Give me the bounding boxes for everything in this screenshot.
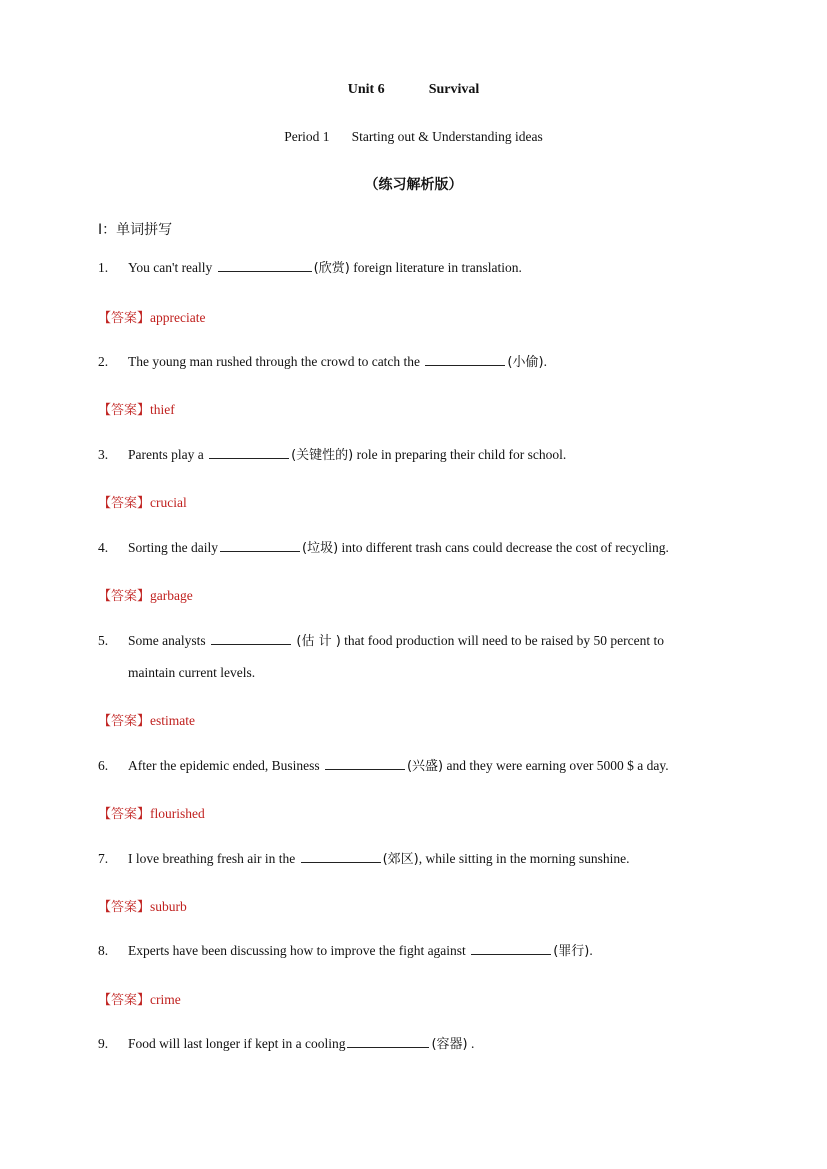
answer-text: suburb <box>150 899 187 914</box>
answer-blank <box>425 351 505 366</box>
answer-tag: 【答案】 <box>98 807 151 822</box>
answer-tag: 【答案】 <box>98 403 151 418</box>
question-5-continuation <box>98 657 738 689</box>
question-text: and they were earning over 5000 $ a day. <box>443 758 669 773</box>
question-text: , while sitting in the morning sunshine. <box>418 851 630 866</box>
question-text: After the epidemic ended, Business <box>128 758 323 773</box>
question-number: 3. <box>98 447 109 462</box>
answer-6 <box>98 803 205 822</box>
question-8 <box>98 935 738 968</box>
answer-tag: 【答案】 <box>98 311 151 326</box>
question-number: 2. <box>98 354 109 369</box>
answer-blank <box>220 537 300 552</box>
question-text: I love breathing fresh air in the <box>128 851 299 866</box>
question-7 <box>98 843 738 876</box>
chinese-hint: (垃圾) <box>302 541 339 556</box>
chinese-hint: (罪行) <box>553 944 590 959</box>
question-1 <box>98 252 738 285</box>
section-heading: I：单词拼写 <box>98 222 173 238</box>
chinese-hint: (郊区) <box>382 852 419 867</box>
answer-3 <box>98 492 187 511</box>
unit-name: Survival <box>428 82 480 97</box>
answer-blank <box>347 1033 429 1048</box>
chinese-hint: (兴盛) <box>406 759 444 774</box>
answer-text: crime <box>150 992 181 1007</box>
answer-blank <box>471 940 551 955</box>
answer-tag: 【答案】 <box>98 900 151 915</box>
answer-text: flourished <box>150 806 205 821</box>
question-number: 1. <box>98 260 109 275</box>
chinese-hint: (容器) <box>431 1037 468 1052</box>
answer-blank <box>301 848 381 863</box>
question-5 <box>98 625 738 658</box>
chinese-hint: (小偷) <box>507 355 544 370</box>
answer-2 <box>98 399 175 418</box>
answer-tag: 【答案】 <box>98 589 151 604</box>
answer-blank <box>211 630 291 645</box>
period-title <box>0 129 827 145</box>
chinese-hint: (估 计 ) <box>296 634 341 649</box>
question-text: You can't really <box>128 260 216 275</box>
question-text: Parents play a <box>128 447 208 462</box>
question-6 <box>98 750 738 783</box>
question-text: into different trash cans could decrease the cost of recycling. <box>338 540 669 555</box>
answer-blank <box>209 444 289 459</box>
question-number: 5. <box>98 633 109 648</box>
question-text: that food production will need to be raised by 50 percent to <box>340 633 664 648</box>
answer-blank <box>218 257 312 272</box>
question-2 <box>98 346 738 379</box>
answer-8 <box>98 989 181 1008</box>
question-text: The young man rushed through the crowd to catch the <box>128 354 424 369</box>
question-text: . <box>543 354 547 369</box>
question-number: 7. <box>98 851 109 866</box>
answer-7 <box>98 896 187 915</box>
question-4 <box>98 532 738 565</box>
period-name: Starting out & Understanding ideas <box>351 129 543 144</box>
question-9 <box>98 1028 738 1061</box>
question-3 <box>98 439 738 472</box>
unit-number: Unit 6 <box>347 82 385 97</box>
answer-text: crucial <box>150 495 187 510</box>
question-text: Experts have been discussing how to improve the fight against <box>128 943 470 958</box>
question-number: 6. <box>98 758 109 773</box>
answer-text: thief <box>150 402 175 417</box>
question-text: maintain current levels. <box>128 665 256 680</box>
answer-5 <box>98 710 195 729</box>
question-number: 8. <box>98 943 109 958</box>
question-number: 4. <box>98 540 109 555</box>
chinese-hint: (关键性的) <box>291 448 354 463</box>
unit-title <box>0 82 827 98</box>
question-text: Sorting the daily <box>128 540 218 555</box>
answer-text: estimate <box>150 713 195 728</box>
question-text: foreign literature in translation. <box>349 260 522 275</box>
answer-tag: 【答案】 <box>98 714 151 729</box>
answer-1 <box>98 307 205 326</box>
chinese-hint: (欣赏) <box>313 261 350 276</box>
answer-text: appreciate <box>150 310 206 325</box>
answer-4 <box>98 585 193 604</box>
period-number: Period 1 <box>284 129 330 144</box>
question-text: Food will last longer if kept in a cooling <box>128 1036 346 1051</box>
answer-text: garbage <box>150 588 193 603</box>
question-number: 9. <box>98 1036 109 1051</box>
edition-label: （练习解析版） <box>364 177 463 193</box>
question-text: role in preparing their child for school. <box>353 447 567 462</box>
question-text: Some analysts <box>128 633 209 648</box>
question-text: . <box>589 943 593 958</box>
question-text: . <box>467 1036 475 1051</box>
answer-tag: 【答案】 <box>98 993 151 1008</box>
answer-blank <box>325 755 405 770</box>
answer-tag: 【答案】 <box>98 496 151 511</box>
